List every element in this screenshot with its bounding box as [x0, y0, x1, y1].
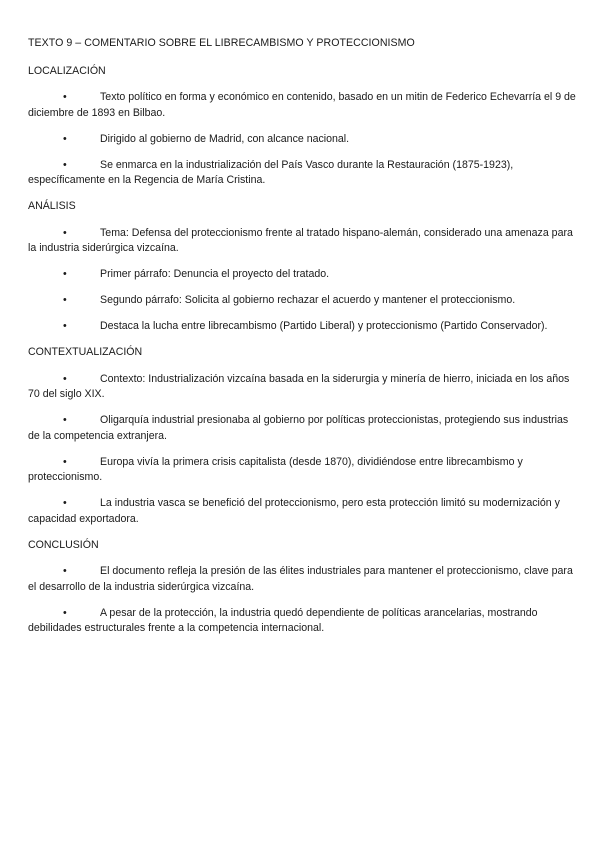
section-heading: LOCALIZACIÓN — [28, 64, 106, 77]
section-contextualizacion — [28, 345, 576, 527]
section-heading: ANÁLISIS — [28, 200, 76, 212]
bullet-icon: • — [63, 414, 67, 426]
list-item — [28, 226, 576, 257]
list-item — [28, 455, 576, 486]
section-heading: CONTEXTUALIZACIÓN — [28, 346, 143, 358]
list-item-text: La industria vasca se benefició del proteccionismo, pero esta protección limitó su modernización y capacidad exportadora. — [28, 497, 560, 525]
list-item-text: Tema: Defensa del proteccionismo frente al tratado hispano-alemán, considerado una amenaza para la industria siderúrgica vizcaína. — [28, 226, 573, 254]
bullet-icon: • — [63, 132, 67, 145]
bullet-icon: • — [63, 372, 67, 385]
section-conclusion — [28, 538, 576, 637]
section-localizacion — [28, 64, 576, 189]
list-item-text: El documento refleja la presión de las élites industriales para mantener el proteccionismo, clave para el desarrollo de la industria siderúrgica vizcaína. — [28, 565, 573, 593]
list-item-text: Contexto: Industrialización vizcaína basada en la siderurgia y minería de hierro, iniciada en los años 70 del siglo XIX. — [28, 372, 570, 400]
bullet-icon: • — [63, 320, 67, 332]
bullet-icon: • — [63, 158, 67, 171]
list-item-text: Texto político en forma y económico en contenido, basado en un mitin de Federico Echevarría el 9 de diciembre de 1893 en Bilbao. — [28, 91, 576, 119]
list-item-text: Primer párrafo: Denuncia el proyecto del tratado. — [100, 268, 330, 280]
section-heading: CONCLUSIÓN — [28, 538, 99, 551]
list-item-text: Europa vivía la primera crisis capitalista (desde 1870), dividiéndose entre librecambismo y proteccionismo. — [28, 455, 523, 483]
list-item — [28, 564, 576, 595]
bullet-icon: • — [63, 91, 67, 103]
list-item — [28, 267, 576, 283]
document-page — [28, 36, 576, 647]
list-item-text: Destaca la lucha entre librecambismo (Partido Liberal) y proteccionismo (Partido Conservador). — [100, 320, 548, 332]
list-item-text: A pesar de la protección, la industria quedó dependiente de políticas arancelarias, mostrando debilidades estructurales frente a la competencia internacional. — [28, 606, 538, 634]
bullet-icon: • — [63, 565, 67, 577]
bullet-icon: • — [63, 294, 67, 306]
document-title: TEXTO 9 – COMENTARIO SOBRE EL LIBRECAMBISMO Y PROTECCIONISMO — [28, 37, 415, 49]
list-item — [28, 293, 576, 309]
bullet-icon: • — [63, 497, 67, 509]
list-item-text: Oligarquía industrial presionaba al gobierno por políticas proteccionistas, protegiendo sus industrias de la competencia extranjera. — [28, 414, 569, 442]
section-analisis — [28, 199, 576, 335]
list-item — [28, 413, 576, 444]
list-item — [28, 606, 576, 637]
bullet-icon: • — [63, 455, 67, 468]
list-item-text: Dirigido al gobierno de Madrid, con alcance nacional. — [100, 132, 350, 145]
list-item-text: Segundo párrafo: Solicita al gobierno rechazar el acuerdo y mantener el proteccionismo. — [100, 294, 516, 306]
list-item — [28, 90, 576, 121]
bullet-icon: • — [63, 268, 67, 280]
list-item — [28, 132, 576, 148]
bullet-icon: • — [63, 606, 67, 619]
list-item — [28, 319, 576, 335]
list-item — [28, 372, 576, 403]
list-item-text: Se enmarca en la industrialización del País Vasco durante la Restauración (1875-1923), específicamente en la Regencia de María Cristina. — [28, 158, 514, 186]
list-item — [28, 158, 576, 189]
list-item — [28, 496, 576, 527]
bullet-icon: • — [63, 226, 67, 239]
